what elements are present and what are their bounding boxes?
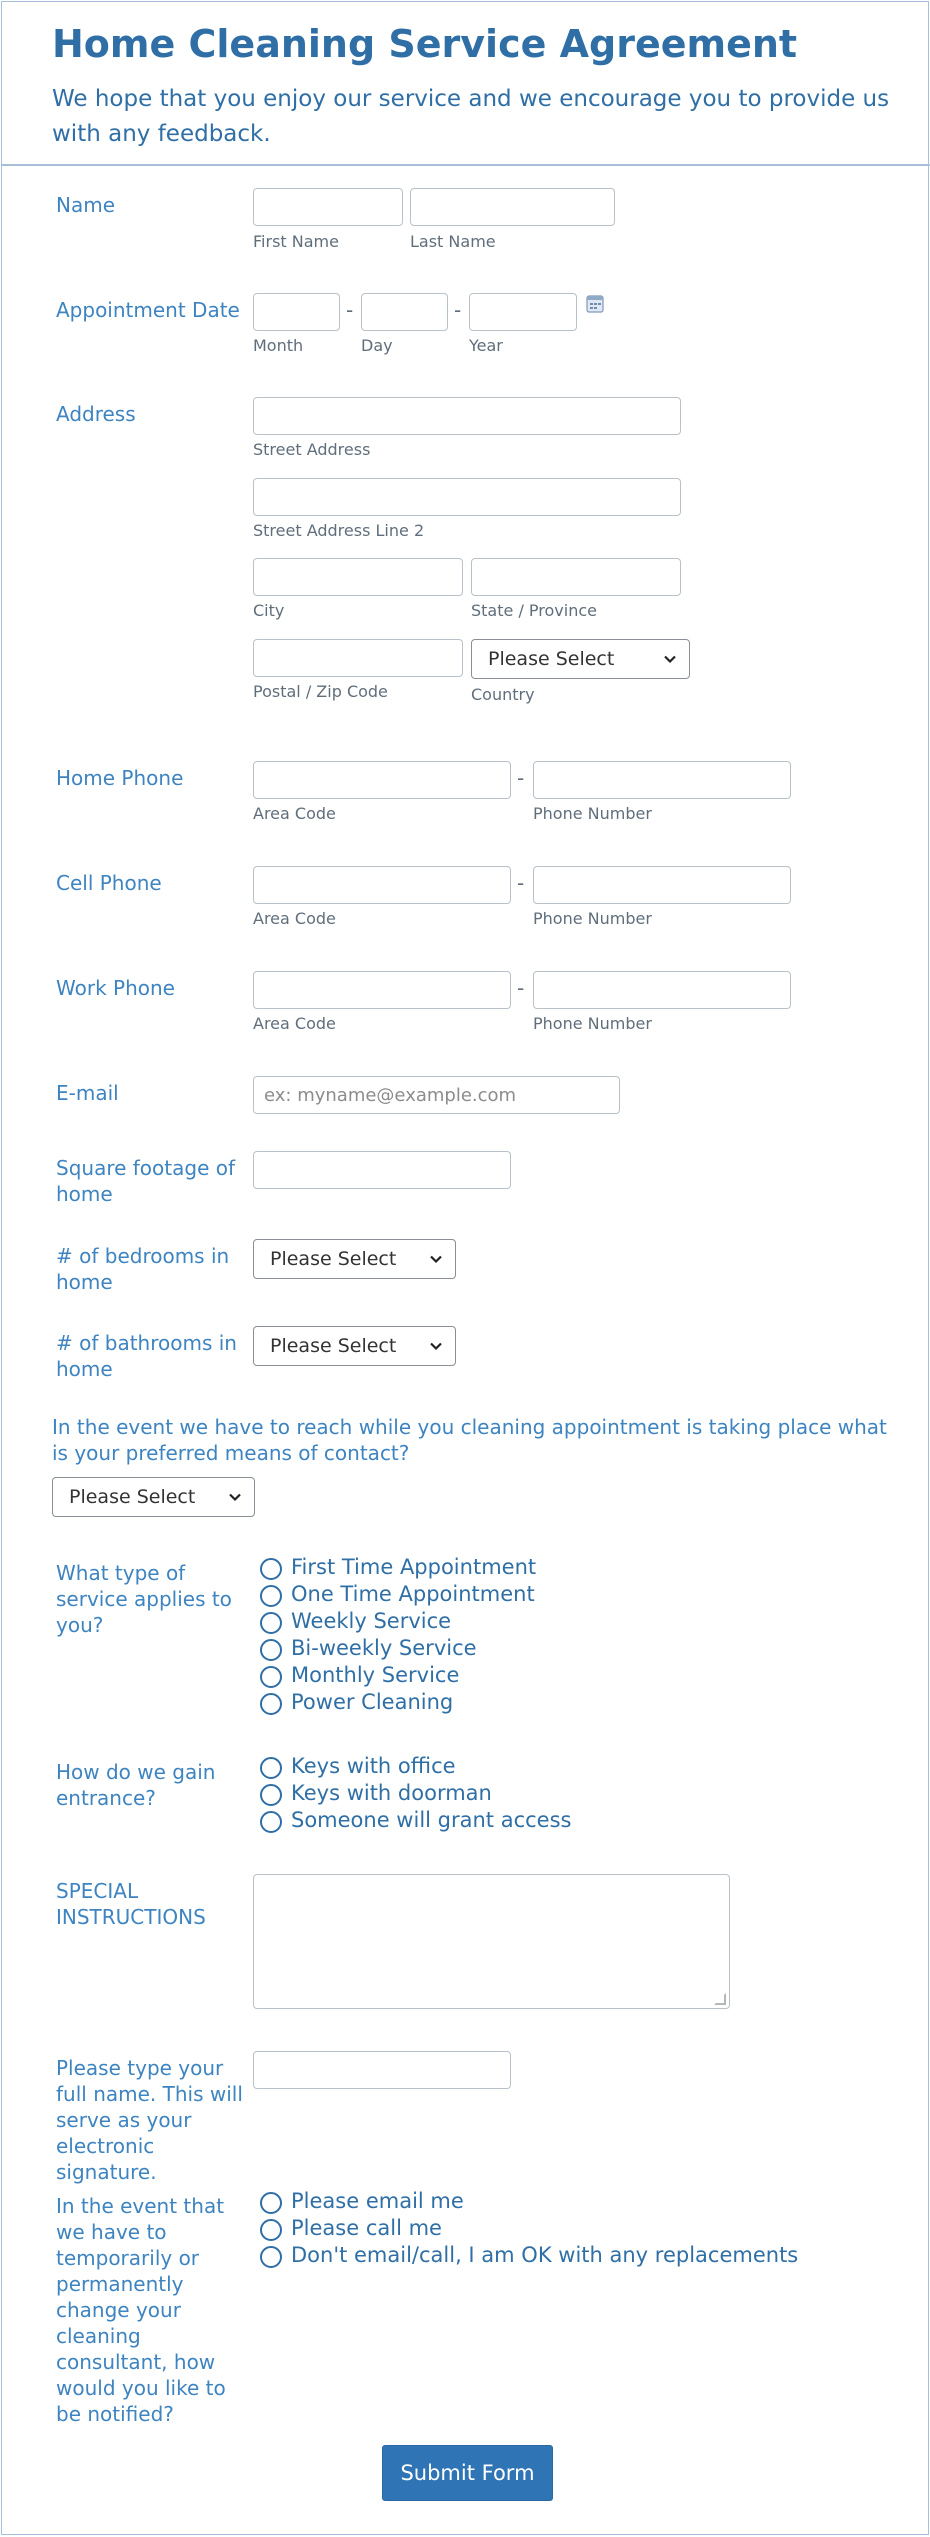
last-name-input[interactable] (410, 188, 615, 226)
service-option-label: Bi-weekly Service (291, 1636, 477, 1660)
cell-phone-number-sublabel: Phone Number (533, 909, 652, 928)
bedrooms-select-value: Please Select (270, 1248, 397, 1270)
entrance-option-label: Keys with office (291, 1754, 456, 1778)
service-option-label: Monthly Service (291, 1663, 460, 1687)
radio-circle-icon[interactable] (260, 1585, 282, 1607)
work-phone-number-input[interactable] (533, 971, 791, 1009)
phone-separator: - (517, 766, 525, 790)
notification-option-label: Don't email/call, I am OK with any replacements (291, 2243, 799, 2267)
cell-phone-area-input[interactable] (253, 866, 511, 904)
work-phone-area-input[interactable] (253, 971, 511, 1009)
bedrooms-select[interactable] (253, 1239, 456, 1279)
radio-circle-icon[interactable] (260, 2219, 282, 2241)
first-name-sublabel: First Name (253, 232, 339, 251)
month-sublabel: Month (253, 336, 304, 355)
submit-form-button[interactable]: Submit Form (382, 2445, 553, 2501)
entrance-option-label: Someone will grant access (291, 1808, 572, 1832)
work-phone-label: Work Phone (56, 976, 175, 1000)
square-footage-label: Square footage of home (56, 1156, 236, 1206)
contact-means-label: In the event we have to reach while you cleaning appointment is taking place what is your preferred means of contact? (52, 1415, 887, 1465)
radio-circle-icon[interactable] (260, 1757, 282, 1779)
phone-separator: - (517, 871, 525, 895)
home-phone-number-sublabel: Phone Number (533, 804, 652, 823)
chevron-down-icon (663, 652, 677, 666)
day-sublabel: Day (361, 336, 393, 355)
radio-circle-icon[interactable] (260, 1558, 282, 1580)
special-instructions-textarea[interactable] (253, 1874, 730, 2009)
home-phone-label: Home Phone (56, 766, 184, 790)
home-phone-number-input[interactable] (533, 761, 791, 799)
country-select-value: Please Select (488, 648, 615, 670)
form-frame (1, 1, 929, 2535)
chevron-down-icon (429, 1252, 443, 1266)
form-header (2, 2, 930, 166)
cell-phone-number-input[interactable] (533, 866, 791, 904)
day-input[interactable] (361, 293, 448, 331)
postal-code-sublabel: Postal / Zip Code (253, 682, 388, 701)
signature-label: Please type your full name. This will serve as your electronic signature. (56, 2056, 243, 2184)
city-input[interactable] (253, 558, 463, 596)
street-address-line2-sublabel: Street Address Line 2 (253, 521, 425, 540)
radio-circle-icon[interactable] (260, 2246, 282, 2268)
state-input[interactable] (471, 558, 681, 596)
last-name-sublabel: Last Name (410, 232, 496, 251)
country-select[interactable] (471, 639, 690, 679)
city-sublabel: City (253, 601, 285, 620)
form-subtitle: We hope that you enjoy our service and we encourage you to provide us with any feedback. (52, 86, 890, 147)
appointment-date-label: Appointment Date (56, 298, 240, 322)
service-option-label: Weekly Service (291, 1609, 452, 1633)
service-option-label: One Time Appointment (291, 1582, 535, 1606)
service-option-label: Power Cleaning (291, 1690, 454, 1714)
country-sublabel: Country (471, 685, 535, 704)
bedrooms-label: # of bedrooms in home (56, 1244, 230, 1294)
street-address-sublabel: Street Address (253, 440, 371, 459)
date-separator: - (346, 298, 354, 322)
service-option-label: First Time Appointment (291, 1555, 537, 1579)
special-instructions-label: SPECIAL INSTRUCTIONS (56, 1879, 206, 1929)
work-phone-number-sublabel: Phone Number (533, 1014, 652, 1033)
phone-separator: - (517, 976, 525, 1000)
notification-label: In the event that we have to temporarily or permanently change your cleaning consultant, how would you like to be notified? (56, 2194, 226, 2426)
postal-code-input[interactable] (253, 639, 463, 677)
notification-option-label: Please email me (291, 2189, 464, 2213)
radio-circle-icon[interactable] (260, 1666, 282, 1688)
email-input[interactable] (253, 1076, 620, 1114)
contact-means-select-value: Please Select (69, 1486, 196, 1508)
entrance-label: How do we gain entrance? (56, 1760, 216, 1810)
home-phone-area-input[interactable] (253, 761, 511, 799)
signature-input[interactable] (253, 2051, 511, 2089)
state-sublabel: State / Province (471, 601, 597, 620)
radio-circle-icon[interactable] (260, 1811, 282, 1833)
home-phone-area-sublabel: Area Code (253, 804, 336, 823)
form-title: Home Cleaning Service Agreement (52, 22, 798, 66)
year-input[interactable] (469, 293, 577, 331)
entrance-option-label: Keys with doorman (291, 1781, 492, 1805)
name-label: Name (56, 193, 116, 217)
month-input[interactable] (253, 293, 340, 331)
square-footage-input[interactable] (253, 1151, 511, 1189)
radio-circle-icon[interactable] (260, 1693, 282, 1715)
street-address-input[interactable] (253, 397, 681, 435)
notification-option-label: Please call me (291, 2216, 442, 2240)
cell-phone-label: Cell Phone (56, 871, 162, 895)
bathrooms-select-value: Please Select (270, 1335, 397, 1357)
service-type-label: What type of service applies to you? (56, 1561, 232, 1637)
radio-circle-icon[interactable] (260, 1612, 282, 1634)
calendar-icon[interactable] (586, 295, 604, 313)
email-label: E-mail (56, 1081, 119, 1105)
chevron-down-icon (429, 1339, 443, 1353)
bathrooms-label: # of bathrooms in home (56, 1331, 237, 1381)
bathrooms-select[interactable] (253, 1326, 456, 1366)
contact-means-select[interactable] (52, 1477, 255, 1517)
year-sublabel: Year (469, 336, 503, 355)
address-label: Address (56, 402, 136, 426)
radio-circle-icon[interactable] (260, 1784, 282, 1806)
chevron-down-icon (228, 1490, 242, 1504)
street-address-line2-input[interactable] (253, 478, 681, 516)
cell-phone-area-sublabel: Area Code (253, 909, 336, 928)
radio-circle-icon[interactable] (260, 2192, 282, 2214)
date-separator: - (454, 298, 462, 322)
work-phone-area-sublabel: Area Code (253, 1014, 336, 1033)
first-name-input[interactable] (253, 188, 403, 226)
radio-circle-icon[interactable] (260, 1639, 282, 1661)
